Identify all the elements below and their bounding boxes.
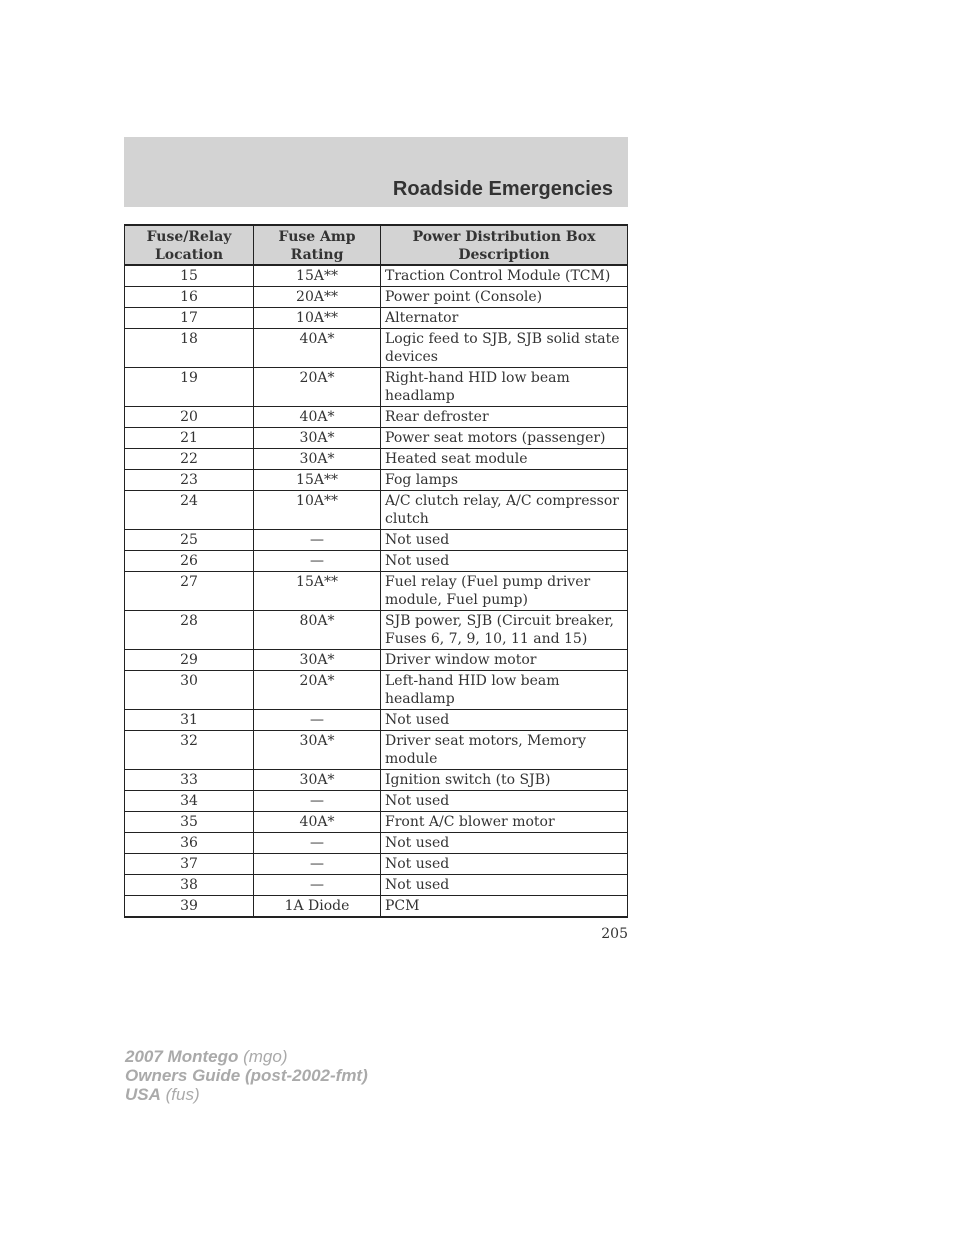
cell-description: Power point (Console) <box>381 287 628 308</box>
cell-location: 20 <box>125 407 254 428</box>
cell-description: Not used <box>381 875 628 896</box>
table-row <box>125 572 628 611</box>
footer-doc-info <box>125 1047 368 1104</box>
table-row <box>125 611 628 650</box>
cell-location: 22 <box>125 449 254 470</box>
cell-location: 38 <box>125 875 254 896</box>
cell-description: Heated seat module <box>381 449 628 470</box>
footer-line-model: 2007 Montego (mgo) <box>125 1047 288 1066</box>
cell-location: 29 <box>125 650 254 671</box>
cell-amp-rating: — <box>254 854 381 875</box>
table-row <box>125 449 628 470</box>
table-row <box>125 530 628 551</box>
cell-description: Alternator <box>381 308 628 329</box>
fuse-table-body <box>125 265 628 917</box>
table-row <box>125 812 628 833</box>
cell-description: SJB power, SJB (Circuit breaker, Fuses 6, 7, 9, 10, 11 and 15) <box>381 611 628 650</box>
cell-location: 26 <box>125 551 254 572</box>
cell-amp-rating: — <box>254 530 381 551</box>
cell-location: 25 <box>125 530 254 551</box>
cell-location: 19 <box>125 368 254 407</box>
cell-description: Traction Control Module (TCM) <box>381 265 628 287</box>
table-row <box>125 265 628 287</box>
cell-amp-rating: 1A Diode <box>254 896 381 918</box>
cell-amp-rating: 40A* <box>254 812 381 833</box>
table-row <box>125 833 628 854</box>
cell-location: 32 <box>125 731 254 770</box>
cell-description: Rear defroster <box>381 407 628 428</box>
cell-description: Not used <box>381 833 628 854</box>
table-row <box>125 368 628 407</box>
cell-amp-rating: 15A** <box>254 470 381 491</box>
cell-location: 17 <box>125 308 254 329</box>
table-row <box>125 551 628 572</box>
cell-description: Logic feed to SJB, SJB solid state devices <box>381 329 628 368</box>
cell-location: 30 <box>125 671 254 710</box>
cell-description: Fuel relay (Fuel pump driver module, Fuel pump) <box>381 572 628 611</box>
cell-description: Fog lamps <box>381 470 628 491</box>
cell-amp-rating: — <box>254 791 381 812</box>
table-row <box>125 875 628 896</box>
cell-description: Not used <box>381 710 628 731</box>
cell-location: 31 <box>125 710 254 731</box>
cell-description: PCM <box>381 896 628 918</box>
cell-amp-rating: 15A** <box>254 572 381 611</box>
cell-location: 37 <box>125 854 254 875</box>
footer-line-region: USA (fus) <box>125 1085 200 1104</box>
cell-amp-rating: — <box>254 833 381 854</box>
table-row <box>125 329 628 368</box>
cell-amp-rating: 30A* <box>254 650 381 671</box>
cell-description: Power seat motors (passenger) <box>381 428 628 449</box>
table-row <box>125 308 628 329</box>
cell-description: Not used <box>381 854 628 875</box>
table-row <box>125 770 628 791</box>
cell-amp-rating: — <box>254 875 381 896</box>
table-row <box>125 470 628 491</box>
header-location: Fuse/Relay Location <box>125 225 254 265</box>
cell-amp-rating: 40A* <box>254 407 381 428</box>
cell-location: 23 <box>125 470 254 491</box>
cell-location: 18 <box>125 329 254 368</box>
cell-description: Driver seat motors, Memory module <box>381 731 628 770</box>
cell-description: Left-hand HID low beam headlamp <box>381 671 628 710</box>
section-title: Roadside Emergencies <box>392 178 613 200</box>
table-row <box>125 671 628 710</box>
cell-description: Not used <box>381 551 628 572</box>
cell-amp-rating: 30A* <box>254 428 381 449</box>
section-header-band <box>124 137 628 207</box>
cell-amp-rating: 15A** <box>254 265 381 287</box>
table-row <box>125 896 628 918</box>
cell-location: 21 <box>125 428 254 449</box>
header-amp-rating: Fuse Amp Rating <box>254 225 381 265</box>
cell-amp-rating: 20A* <box>254 368 381 407</box>
table-row <box>125 650 628 671</box>
cell-location: 35 <box>125 812 254 833</box>
cell-amp-rating: 20A** <box>254 287 381 308</box>
cell-description: Driver window motor <box>381 650 628 671</box>
cell-location: 34 <box>125 791 254 812</box>
table-row <box>125 731 628 770</box>
cell-amp-rating: 40A* <box>254 329 381 368</box>
fuse-table <box>124 224 628 918</box>
cell-amp-rating: 80A* <box>254 611 381 650</box>
table-row <box>125 854 628 875</box>
cell-description: Ignition switch (to SJB) <box>381 770 628 791</box>
cell-description: Not used <box>381 791 628 812</box>
footer-line-guide: Owners Guide (post-2002-fmt) <box>125 1066 368 1085</box>
cell-location: 16 <box>125 287 254 308</box>
cell-amp-rating: — <box>254 710 381 731</box>
table-row <box>125 710 628 731</box>
cell-description: Right-hand HID low beam headlamp <box>381 368 628 407</box>
table-row <box>125 407 628 428</box>
cell-location: 39 <box>125 896 254 918</box>
cell-amp-rating: 20A* <box>254 671 381 710</box>
table-row <box>125 491 628 530</box>
cell-location: 27 <box>125 572 254 611</box>
table-row <box>125 428 628 449</box>
cell-location: 15 <box>125 265 254 287</box>
cell-location: 28 <box>125 611 254 650</box>
table-row <box>125 791 628 812</box>
cell-amp-rating: 10A** <box>254 308 381 329</box>
cell-description: A/C clutch relay, A/C compressor clutch <box>381 491 628 530</box>
cell-location: 36 <box>125 833 254 854</box>
cell-amp-rating: 30A* <box>254 770 381 791</box>
page-number: 205 <box>601 926 628 942</box>
cell-location: 24 <box>125 491 254 530</box>
header-description: Power Distribution Box Description <box>381 225 628 265</box>
cell-amp-rating: 10A** <box>254 491 381 530</box>
cell-amp-rating: — <box>254 551 381 572</box>
cell-description: Front A/C blower motor <box>381 812 628 833</box>
table-row <box>125 287 628 308</box>
cell-amp-rating: 30A* <box>254 449 381 470</box>
cell-amp-rating: 30A* <box>254 731 381 770</box>
table-header-row <box>125 225 628 265</box>
cell-description: Not used <box>381 530 628 551</box>
cell-location: 33 <box>125 770 254 791</box>
